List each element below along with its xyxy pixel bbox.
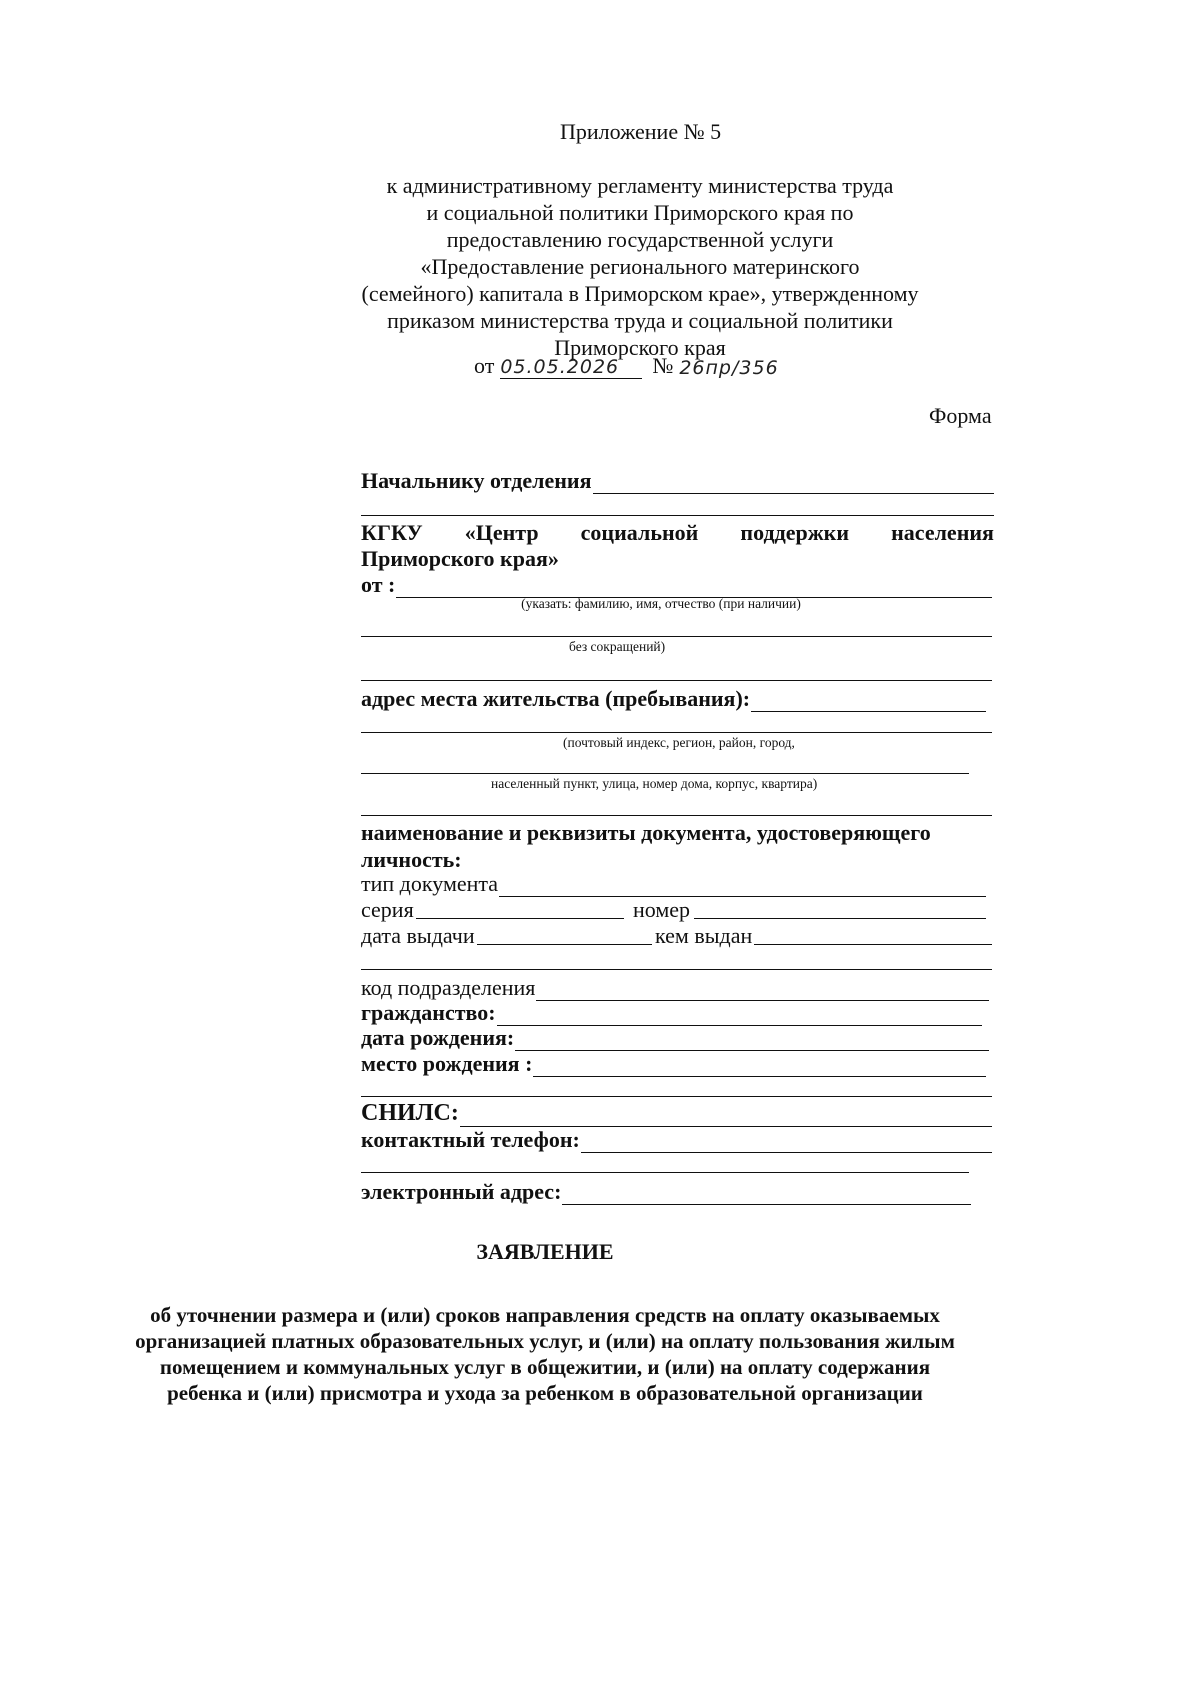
statement-subtitle-line-3: помещением и коммунальных услуг в общежитии, и (или) на оплату содержания xyxy=(159,1355,931,1379)
caption-address-1: (почтовый индекс, регион, район, город, xyxy=(563,735,795,750)
number-value: 26пр/356 xyxy=(679,357,779,379)
snils-field xyxy=(361,1099,992,1127)
series-label: серия xyxy=(361,897,414,922)
birth-date-label: дата рождения: xyxy=(361,1025,515,1050)
doc-type-field xyxy=(361,870,986,897)
order-date-number xyxy=(474,352,874,379)
caption-address-2: населенный пункт, улица, номер дома, корпус, квартира) xyxy=(491,776,818,791)
address-line-2[interactable] xyxy=(361,732,992,733)
phone-line-2[interactable] xyxy=(361,1172,969,1173)
regulation-line-6: приказом министерства труда и социальной политики xyxy=(387,308,893,333)
snils-label: СНИЛС: xyxy=(361,1100,459,1126)
issue-date-input-line[interactable] xyxy=(477,944,652,945)
org-word-2: «Центр xyxy=(464,520,539,545)
citizenship-label: гражданство: xyxy=(361,1000,496,1025)
org-word-1: КГКУ xyxy=(361,520,423,545)
form-label: Форма xyxy=(929,403,992,428)
caption-no-abbreviations: без сокращений) xyxy=(569,639,666,654)
from-label: от : xyxy=(361,572,396,597)
identity-doc-heading-line-2: личность: xyxy=(361,847,462,872)
appendix-title: Приложение № 5 xyxy=(560,119,722,144)
name-line-2[interactable] xyxy=(361,636,992,637)
citizenship-input-line[interactable] xyxy=(497,1005,982,1026)
number-prefix: № xyxy=(652,353,674,378)
org-name-line-2: Приморского края» xyxy=(361,546,559,571)
regulation-line-4: «Предоставление регионального материнского xyxy=(420,254,860,279)
doc-type-label: тип документа xyxy=(361,871,499,896)
address-input-line[interactable] xyxy=(751,691,986,712)
from-input-line[interactable] xyxy=(396,577,992,598)
subdivision-code-input-line[interactable] xyxy=(536,980,989,1001)
birth-date-field xyxy=(361,1024,989,1051)
regulation-line-5: (семейного) капитала в Приморском крае», утвержденному xyxy=(361,281,919,306)
series-number-row xyxy=(361,896,986,923)
statement-subtitle-line-1: об уточнении размера и (или) сроков направления средств на оплату оказываемых xyxy=(150,1303,940,1327)
issue-row xyxy=(361,922,992,949)
issued-by-label: кем выдан xyxy=(655,923,753,948)
doc-type-input-line[interactable] xyxy=(499,876,986,897)
issued-by-line-2[interactable] xyxy=(361,969,992,970)
address-label: адрес места жительства (пребывания): xyxy=(361,686,751,711)
snils-input-line[interactable] xyxy=(460,1106,992,1127)
birth-date-input-line[interactable] xyxy=(515,1030,989,1051)
statement-subtitle xyxy=(60,1302,1030,1406)
email-field xyxy=(361,1178,971,1205)
birth-place-input-line[interactable] xyxy=(533,1056,986,1077)
date-prefix: от xyxy=(474,353,495,378)
regulation-line-3: предоставлению государственной услуги xyxy=(446,227,834,252)
birth-place-line-2[interactable] xyxy=(361,1096,992,1097)
issue-date-label: дата выдачи xyxy=(361,923,475,948)
org-word-3: социальной xyxy=(580,520,699,545)
series-input-line[interactable] xyxy=(416,918,624,919)
phone-label: контактный телефон: xyxy=(361,1127,580,1152)
number-label: номер xyxy=(633,897,691,922)
issued-by-input-line[interactable] xyxy=(754,944,992,945)
identity-doc-heading xyxy=(361,819,1001,873)
name-line-3[interactable] xyxy=(361,680,992,681)
subdivision-code-label: код подразделения xyxy=(361,975,536,1000)
regulation-line-7: Приморского края xyxy=(554,335,726,360)
head-of-department-field xyxy=(361,467,994,494)
date-value: 05.05.2026 xyxy=(500,354,642,379)
regulation-block xyxy=(300,172,980,361)
birth-place-label: место рождения : xyxy=(361,1051,533,1076)
subdivision-code-field xyxy=(361,974,989,1001)
phone-field xyxy=(361,1126,992,1153)
statement-title: ЗАЯВЛЕНИЕ xyxy=(476,1239,614,1264)
email-input-line[interactable] xyxy=(562,1184,971,1205)
identity-doc-heading-line-1: наименование и реквизиты документа, удостоверяющего xyxy=(361,820,931,845)
citizenship-field xyxy=(361,999,982,1026)
org-name-line-1 xyxy=(361,519,994,546)
head-input-line[interactable] xyxy=(593,473,994,494)
head-label: Начальнику отделения xyxy=(361,468,592,493)
address-line-4[interactable] xyxy=(361,815,992,816)
head-continuation-line[interactable] xyxy=(361,515,994,516)
statement-subtitle-line-4: ребенка и (или) присмотра и ухода за ребенком в образовательной организации xyxy=(167,1381,923,1405)
regulation-line-1: к административному регламенту министерства труда xyxy=(386,173,894,198)
number-input-line[interactable] xyxy=(694,918,986,919)
regulation-line-2: и социальной политики Приморского края по xyxy=(426,200,854,225)
org-word-4: поддержки xyxy=(740,520,850,545)
birth-place-field xyxy=(361,1050,986,1077)
statement-subtitle-line-2: организацией платных образовательных услуг, и (или) на оплату пользования жилым xyxy=(135,1329,955,1353)
email-label: электронный адрес: xyxy=(361,1179,562,1204)
address-field xyxy=(361,685,986,712)
org-word-5: населения xyxy=(891,520,994,545)
address-line-3[interactable] xyxy=(361,773,969,774)
phone-input-line[interactable] xyxy=(581,1132,992,1153)
caption-full-name: (указать: фамилию, имя, отчество (при наличии) xyxy=(521,596,801,611)
from-field xyxy=(361,571,992,598)
